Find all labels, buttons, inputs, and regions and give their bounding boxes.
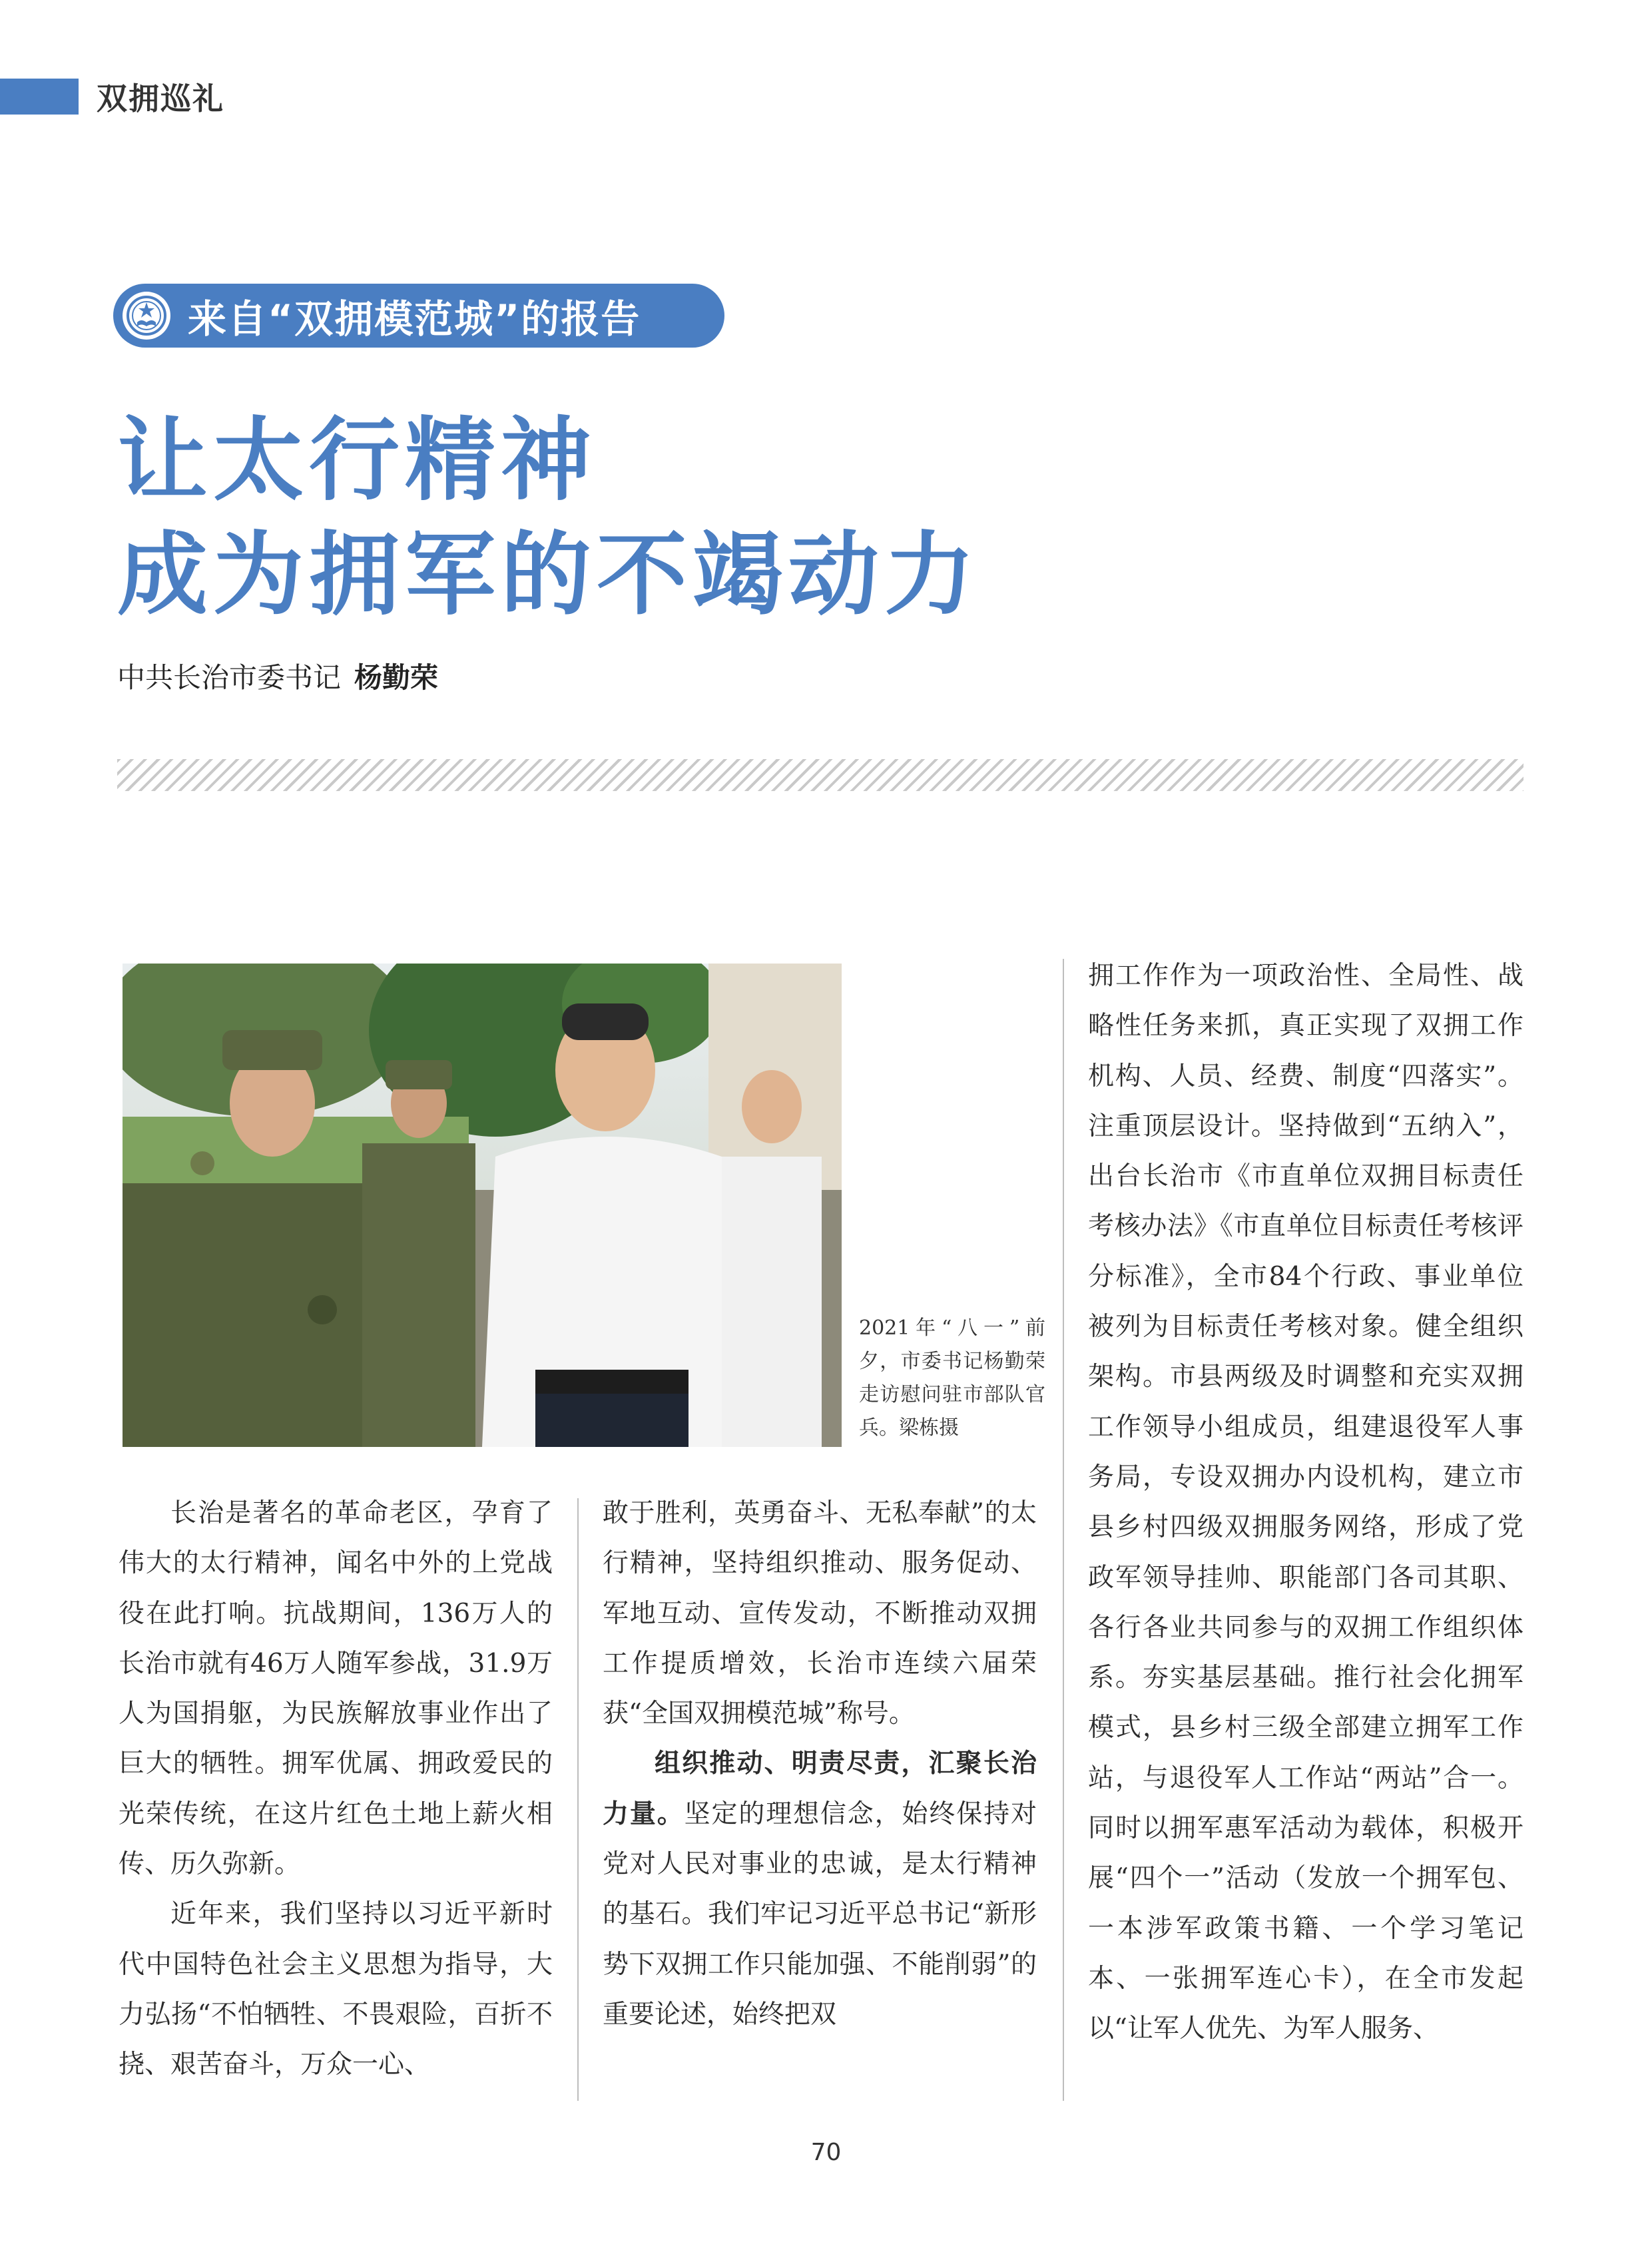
paragraph-lead: 组织推动、明责尽责，汇聚长治力量。 [603, 1749, 1037, 1829]
paragraph [603, 1739, 1037, 2040]
article-photo [123, 964, 842, 1447]
title-line-1: 让太行精神 [117, 408, 597, 513]
article-title [117, 404, 980, 633]
paragraph: 拥工作作为一项政治性、全局性、战略性任务来抓，真正实现了双拥工作机构、人员、经费、制度“四落实”。注重顶层设计。坚持做到“五纳入”，出台长治市《市直单位双拥目标责任考核办法》《市直单位目标责任考核评分标准》，全市84个行政、事业单位被列为目标责任考核对象。健全组织架构。市县两级及时调整和充实双拥工作领导小组成员，组建退役军人事务局，专设双拥办内设机构，建立市县乡村四级双拥服务网络，形成了党政军领导挂帅、职能部门各司其职、各行各业共同参与的双拥工作组织体系。夯实基层基础。推行社会化拥军模式，县乡村三级全部建立拥军工作站，与退役军人工作站“两站”合一。同时以拥军惠军活动为载体，积极开展“四个一”活动（发放一个拥军包、一本涉军政策书籍、一个学习笔记本、一张拥军连心卡），在全市发起以“让军人优先、为军人服务、 [1088, 961, 1523, 2044]
paragraph-body: 坚定的理想信念，始终保持对党对人民对事业的忠诚，是太行精神的基石。我们牢记习近平总书记“新形势下双拥工作只能加强、不能削弱”的重要论述，始终把双 [603, 1799, 1037, 2030]
title-line-2: 成为拥军的不竭动力 [117, 523, 980, 628]
paragraph: 近年来，我们坚持以习近平新时代中国特色社会主义思想为指导，大力弘扬“不怕牺牲、不畏艰险，百折不挠、艰苦奋斗，万众一心、 [119, 1899, 553, 2080]
author-role: 中共长治市委书记 [117, 661, 342, 694]
paragraph: 敢于胜利，英勇奋斗、无私奉献”的太行精神，坚持组织推动、服务促动、军地互动、宣传发动，不断推动双拥工作提质增效，长治市连续六届荣获“全国双拥模范城”称号。 [603, 1498, 1037, 1729]
section-color-bar [0, 79, 79, 115]
series-badge [113, 284, 724, 348]
author-name: 杨勤荣 [354, 661, 439, 694]
page-number: 70 [810, 2139, 842, 2166]
byline [117, 656, 438, 696]
hatched-divider [117, 759, 1523, 791]
emblem-icon [123, 292, 170, 340]
paragraph: 长治是著名的革命老区，孕育了伟大的太行精神，闻名中外的上党战役在此打响。抗战期间，136万人的长治市就有46万人随军参战，31.9万人为国捐躯，为民族解放事业作出了巨大的牺牲。拥军优属、拥政爱民的光荣传统，在这片红色土地上薪火相传、历久弥新。 [119, 1498, 553, 1880]
badge-text: 来自“双拥模范城”的报告 [188, 296, 641, 342]
section-label: 双拥巡礼 [97, 81, 224, 117]
column-divider [1063, 959, 1064, 2101]
photo-caption: 2021年“八一”前夕，市委书记杨勤荣走访慰问驻市部队官兵。梁栋摄 [859, 1316, 1045, 1440]
body-column-3 [1088, 951, 1523, 2116]
body-column-1 [119, 1488, 553, 2114]
column-divider [577, 1498, 579, 2101]
body-column-2 [603, 1488, 1037, 2114]
